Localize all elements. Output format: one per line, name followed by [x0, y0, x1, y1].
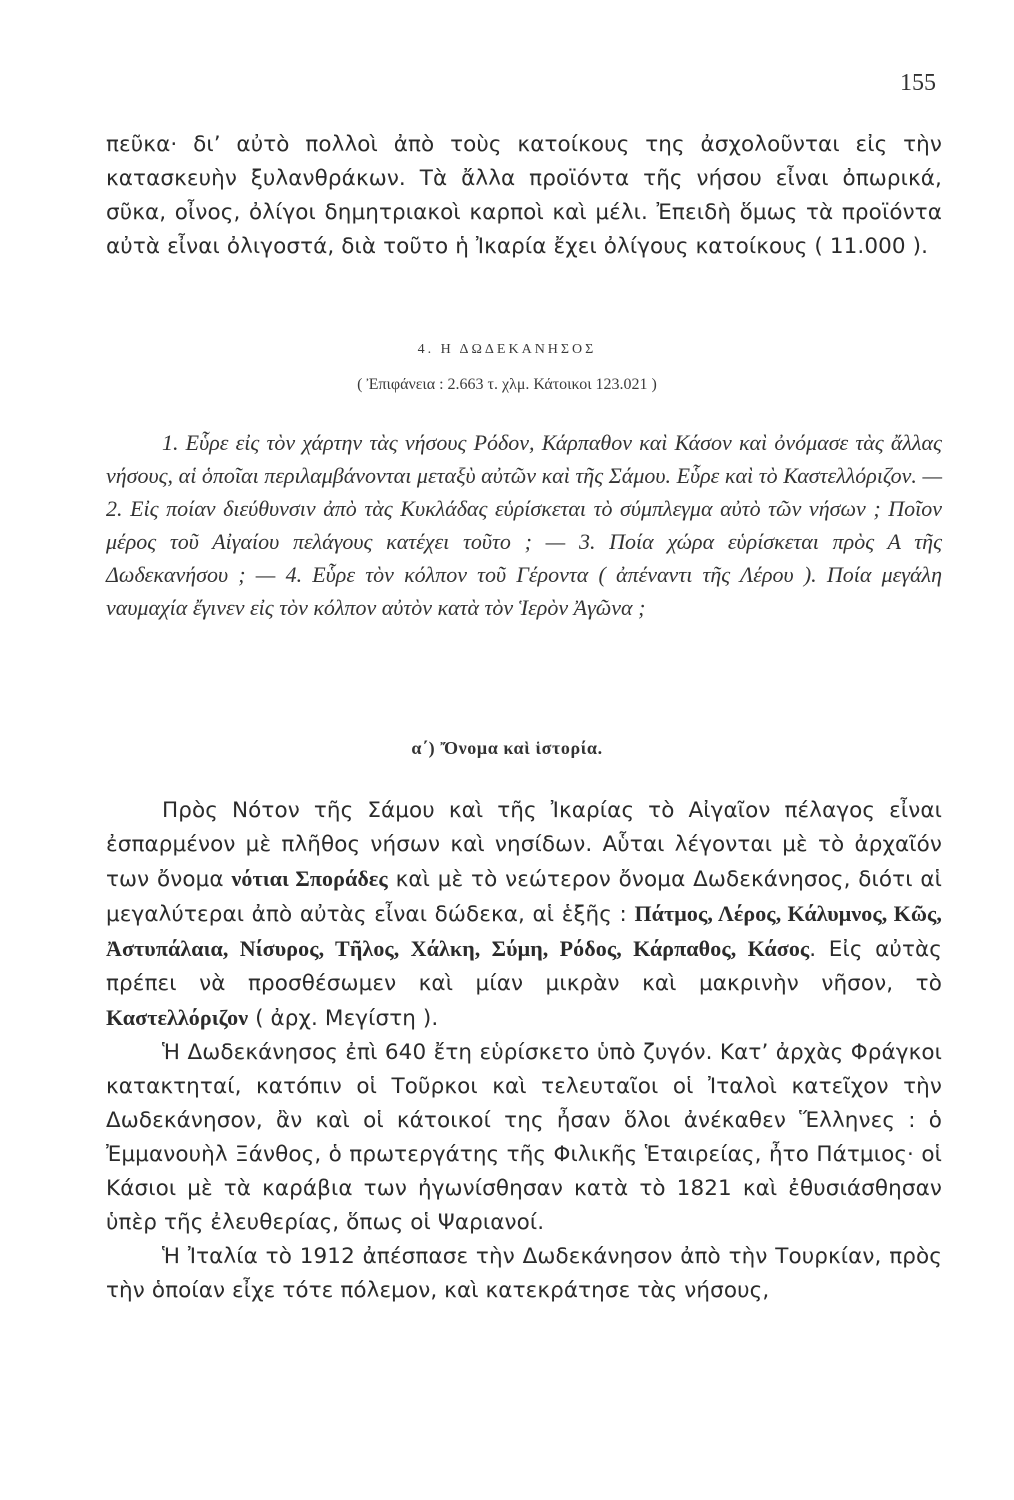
page-number: 155	[900, 70, 936, 96]
intro-text: πεῦκα· δι’ αὐτὸ πολλοὶ ἀπὸ τοὺς κατοίκους της ἀσχολοῦνται εἰς τὴν κατασκευὴν ξυλανθράκων. Τὰ ἄλλα προϊόντα τῆς νήσου εἶναι ὀπωρικά, σῦκα, οἶνος, ὀλίγοι δημητριακοὶ καρποὶ καὶ μέλι. Ἐπειδὴ ὅμως τὰ προϊόντα αὐτὰ εἶναι ὀλιγοστά, διὰ τοῦτο ἡ Ἰκαρία ἔχει ὀλίγους κατοίκους ( 11.000 ).	[106, 132, 942, 259]
bold-term-kastellorizo: Καστελλόριζον	[106, 1005, 249, 1030]
section-title: 4. Η ΔΩΔΕΚΑΝΗΣΟΣ	[417, 342, 597, 357]
history-paragraph-3: Ἡ Ἰταλία τὸ 1912 ἀπέσπασε τὴν Δωδεκάνησον ἀπὸ τὴν Τουρκίαν, πρὸς τὴν ὁποίαν εἶχε τότε πόλεμον, καὶ κατεκράτησε τὰς νήσους,	[106, 1244, 942, 1303]
bold-island-list: Πάτμος, Λέρος, Κάλυμνος, Κῶς, Ἀστυπάλαια, Νίσυρος, Τῆλος, Χάλκη, Σύμη, Ρόδος, Κάρπαθος, Κάσος	[106, 901, 942, 961]
sub-heading: α΄) Ὄνομα καὶ ἱστορία.	[411, 738, 603, 758]
history-p1-e: ( ἀρχ. Μεγίστη ).	[248, 1006, 439, 1031]
bold-term-sporades: νότιαι Σποράδες	[231, 866, 388, 891]
questions-text: 1. Εὗρε εἰς τὸν χάρτην τὰς νήσους Ρόδον, Κάρπαθον καὶ Κάσον καὶ ὀνόμασε τὰς ἄλλας νήσους, αἱ ὁποῖαι περιλαμβάνονται μεταξὺ αὐτῶν καὶ τῆς Σάμου. Εὗρε καὶ τὸ Καστελλόριζον. — 2. Εἰς ποίαν διεύθυνσιν ἀπὸ τὰς Κυκλάδας εὑρίσκεται τὸ σύμπλεγμα αὐτὸ τῶν νήσων ; Ποῖον μέρος τοῦ Αἰγαίου πελάγους κατέχει τοῦτο ; — 3. Ποία χώρα εὑρίσκεται πρὸς Α τῆς Δωδεκανήσου ; — 4. Εὗρε τὸν κόλπον τοῦ Γέροντα ( ἀπέναντι τῆς Λέρου ). Ποία μεγάλη ναυμαχία ἔγινεν εἰς τὸν κόλπον αὐτὸν κατὰ τὸν Ἱερὸν Ἀγῶνα ;	[106, 430, 942, 620]
history-p1-a: Πρὸς Νότον τῆς Σάμου καὶ τῆς Ἰκαρίας τὸ Αἰγαῖον πέλαγος εἶναι ἐσπαρμένον μὲ πλῆθος νήσων καὶ νησίδων. Αὗται λέγονται μὲ τὸ ἀρχαῖόν των ὄνομα	[106, 798, 942, 892]
section-subtitle: ( Ἐπιφάνεια : 2.663 τ. χλμ. Κάτοικοι 123.021 )	[357, 376, 657, 393]
history-paragraph-2: Ἡ Δωδεκάνησος ἐπὶ 640 ἔτη εὑρίσκετο ὑπὸ ζυγόν. Κατ’ ἀρχὰς Φράγκοι κατακτηταί, κατόπιν οἱ Τοῦρκοι καὶ τελευταῖοι οἱ Ἰταλοὶ κατεῖχον τὴν Δωδεκάνησον, ἂν καὶ οἱ κάτοικοί της ἦσαν ὅλοι ἀνέκαθεν Ἕλληνες : ὁ Ἐμμανουὴλ Ξάνθος, ὁ πρωτεργάτης τῆς Φιλικῆς Ἑταιρείας, ἦτο Πάτμιος· οἱ Κάσιοι μὲ τὰ καράβια των ἠγωνίσθησαν κατὰ τὸ 1821 καὶ ἐθυσιάσθησαν ὑπὲρ τῆς ἐλευθερίας, ὅπως οἱ Ψαριανοί.	[106, 1040, 942, 1235]
history-p1-d: . Εἰς αὐτὰς πρέπει νὰ προσθέσωμεν καὶ μίαν μικρὰν καὶ μακρινὴν νῆσον, τὸ	[106, 937, 942, 996]
history-p1-c: καὶ μὲ τὸ νεώτερον ὄνομα Δωδεκάνησος, διότι αἱ μεγαλύτεραι ἀπὸ αὐτὰς εἶναι δώδεκα, αἱ ἑξῆς :	[106, 867, 943, 927]
history-paragraph-1	[106, 794, 942, 1036]
intro-paragraph	[106, 128, 942, 264]
questions-paragraph	[106, 426, 942, 624]
history-section	[106, 794, 942, 1308]
